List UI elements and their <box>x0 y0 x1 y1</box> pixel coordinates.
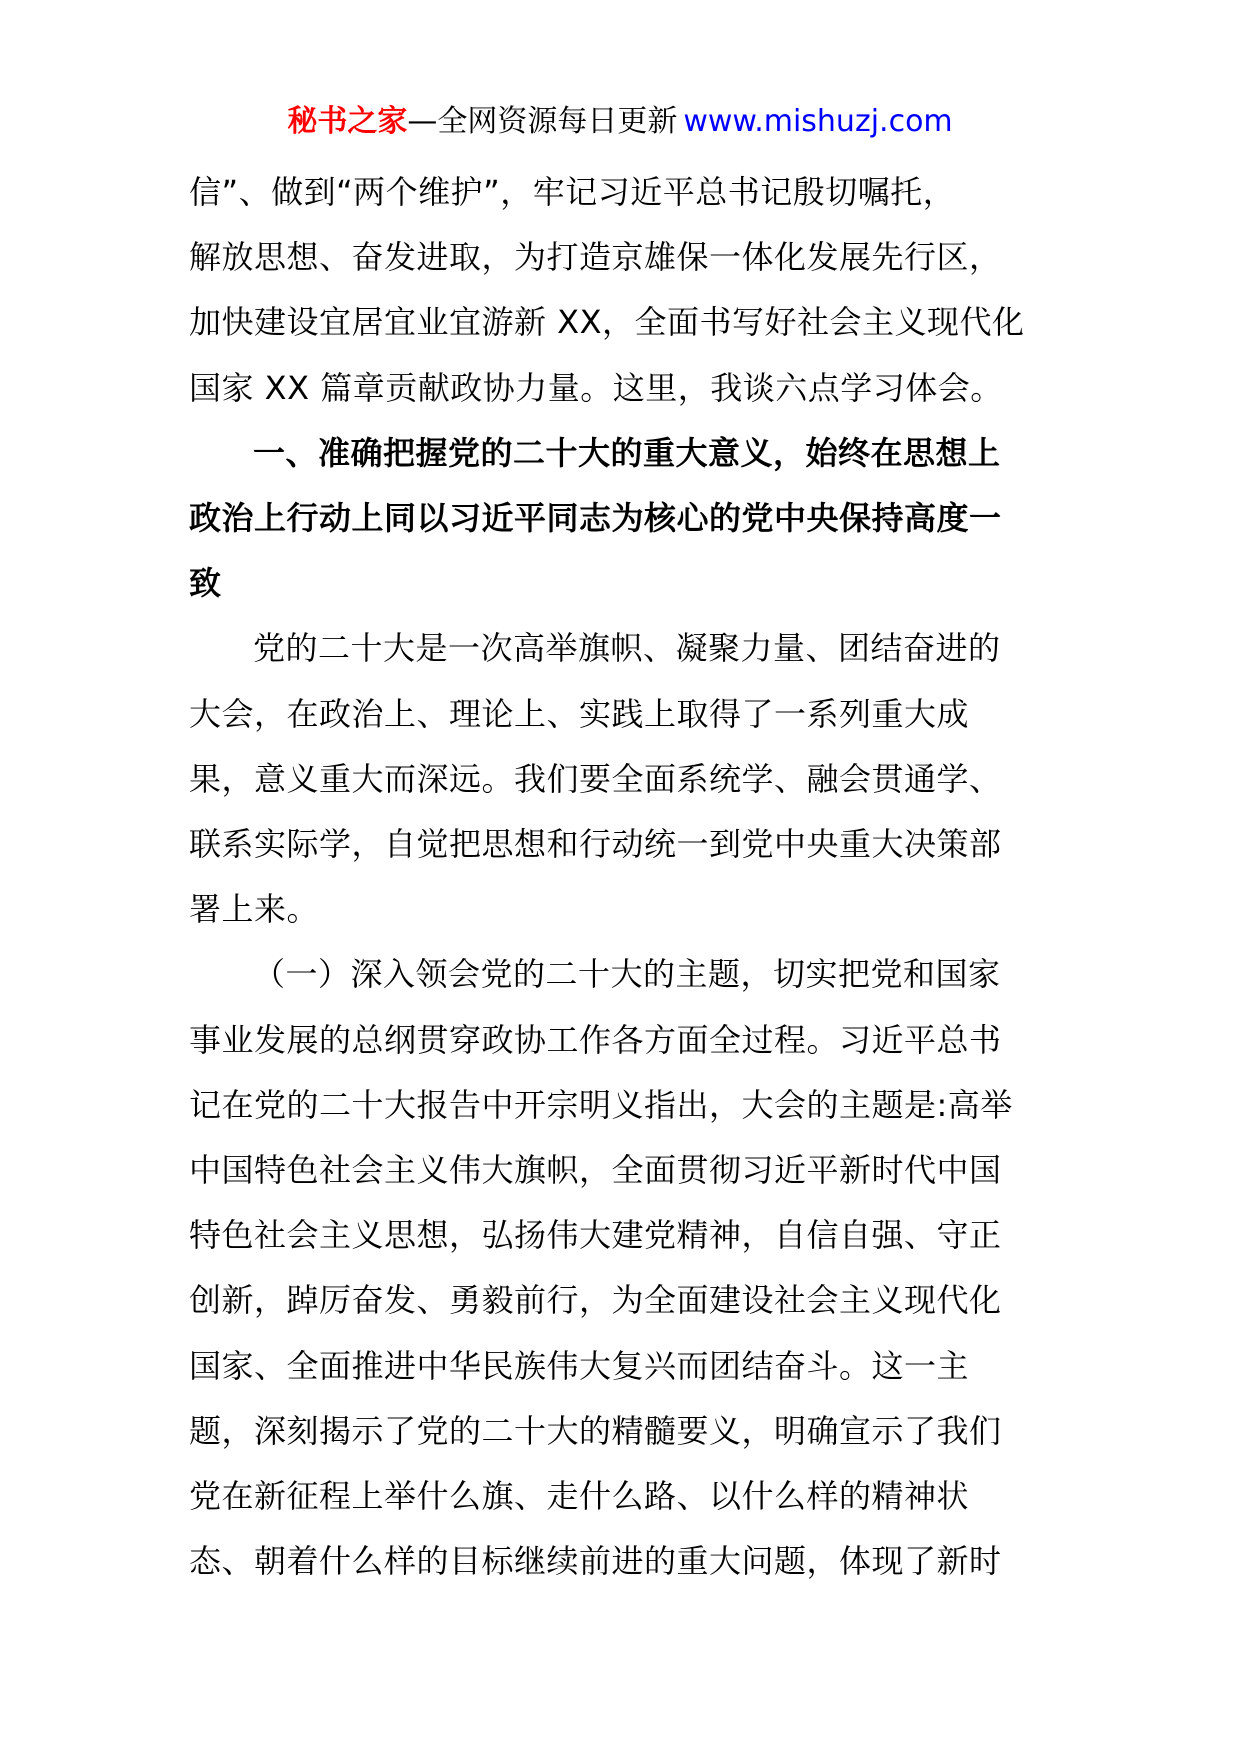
text-line: 果，意义重大而深远。我们要全面系统学、融会贯通学、 <box>189 759 1002 798</box>
document-body <box>189 160 1057 1594</box>
text-line: 解放思想、奋发进取，为打造京雄保一体化发展先行区， <box>189 238 1002 277</box>
site-name: 秘书之家 <box>287 104 408 139</box>
body-paragraph-2 <box>189 942 1057 1594</box>
site-header <box>0 100 1240 144</box>
body-paragraph-1 <box>189 616 1057 942</box>
text-line: 党的二十大是一次高举旗帜、凝聚力量、团结奋进的 <box>253 629 1001 668</box>
text-line: 事业发展的总纲贯穿政协工作各方面全过程。习近平总书 <box>189 1020 1002 1059</box>
text-line: 加快建设宜居宜业宜游新 XX，全面书写好社会主义现代化 <box>189 303 1025 342</box>
text-line: 创新，踔厉奋发、勇毅前行，为全面建设社会主义现代化 <box>189 1281 1002 1320</box>
text-line: 态、朝着什么样的目标继续前进的重大问题，体现了新时 <box>189 1542 1002 1581</box>
section-heading-1 <box>189 421 1057 617</box>
text-line: 国家、全面推进中华民族伟大复兴而团结奋斗。这一主 <box>189 1346 970 1385</box>
text-line: 信”、做到“两个维护”，牢记习近平总书记殷切嘱托， <box>189 173 956 211</box>
text-line: 联系实际学，自觉把思想和行动统一到党中央重大决策部 <box>189 825 1002 864</box>
text-line: 政治上行动上同以习近平同志为核心的党中央保持高度一 <box>189 499 1002 538</box>
text-line: 国家 XX 篇章贡献政协力量。这里，我谈六点学习体会。 <box>189 368 1003 407</box>
text-line: 党在新征程上举什么旗、走什么路、以什么样的精神状 <box>189 1477 970 1516</box>
text-line: 一、准确把握党的二十大的重大意义，始终在思想上 <box>253 433 1001 472</box>
text-line: 特色社会主义思想，弘扬伟大建党精神，自信自强、守正 <box>189 1216 1002 1255</box>
text-line: （一）深入领会党的二十大的主题，切实把党和国家 <box>253 955 1001 994</box>
text-line: 中国特色社会主义伟大旗帜，全面贯彻习近平新时代中国 <box>189 1151 1002 1190</box>
continuation-paragraph <box>189 160 1057 421</box>
text-line: 大会，在政治上、理论上、实践上取得了一系列重大成 <box>189 694 970 733</box>
site-url-link[interactable]: www.mishuzj.com <box>683 104 953 139</box>
text-line: 署上来。 <box>189 890 320 929</box>
text-line: 题，深刻揭示了党的二十大的精髓要义，明确宣示了我们 <box>189 1411 1002 1450</box>
site-tagline: —全网资源每日更新 <box>407 104 678 139</box>
text-line: 记在党的二十大报告中开宗明义指出，大会的主题是:高举 <box>189 1085 1013 1124</box>
text-line: 致 <box>189 564 222 603</box>
